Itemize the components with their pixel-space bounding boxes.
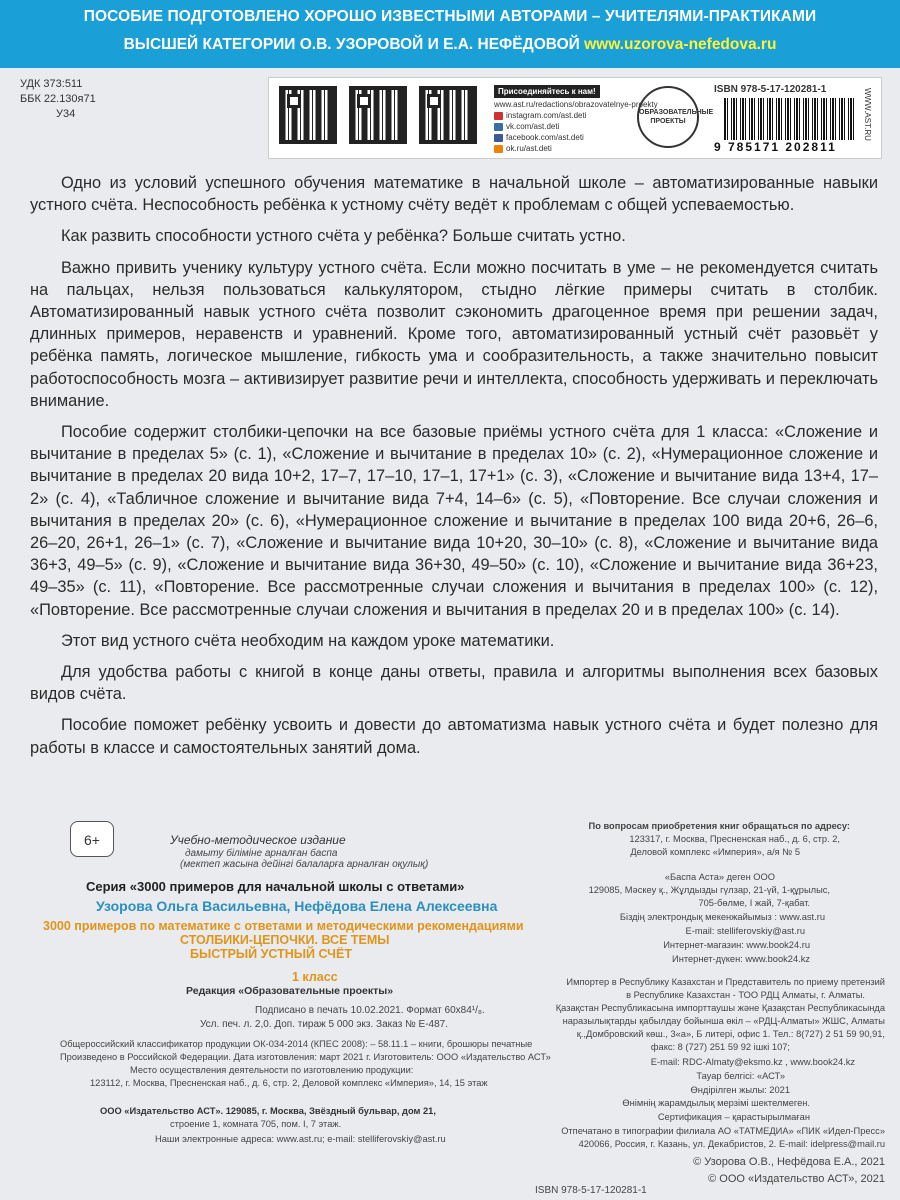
banner-website-link[interactable]: www.uzorova-nefedova.ru <box>584 36 777 53</box>
grade-label: 1 класс <box>292 970 338 984</box>
paragraph: Для удобства работы с книгой в конце даны ответы, правила и алгоритмы выполнения всех базовых видов счёта. <box>30 663 878 704</box>
banner-line-2-text: ВЫСШЕЙ КАТЕГОРИИ О.В. УЗОРОВОЙ И Е.А. НЕФЁДОВОЙ <box>123 36 585 53</box>
copyright-publisher: © ООО «Издательство АСТ», 2021 <box>708 1173 885 1185</box>
kz-publisher: 705-бөлме, I жай, 7-қабат. <box>698 898 810 908</box>
publisher-address: ООО «Издательство АСТ». 129085, г. Москва, Звёздный бульвар, дом 21, <box>100 1106 436 1116</box>
print-info: Подписано в печать 10.02.2021. Формат 60x84¹/₈. <box>255 1005 485 1016</box>
social-link-site[interactable]: www.ast.ru/redactions/obrazovatelnye-proekty <box>494 100 658 109</box>
classifier-line: Место осуществления деятельности по изготовлению продукции: <box>130 1065 414 1075</box>
paragraph: Одно из условий успешного обучения математике в начальной школе – автоматизированные навыки устного счёта. Неспособность ребёнка к устному счёту ведёт к проблемам с общей успеваемостью. <box>30 174 878 215</box>
kz-publisher: E-mail: stelliferovskiy@ast.ru <box>685 926 805 936</box>
importer-line: Тауар белгісі: «АСТ» <box>696 1071 785 1081</box>
printer-line: 420066, Россия, г. Казань, ул. Декабристов, 2. E-mail: idelpress@mail.ru <box>578 1139 885 1149</box>
social-link-vk[interactable]: vk.com/ast.deti <box>494 121 644 132</box>
paragraph: Этот вид устного счёта необходим на каждом уроке математики. <box>61 631 555 650</box>
importer-line: Импортер в Республику Казахстан и Представитель по приему претензий <box>566 977 885 987</box>
purchase-address: 123317, г. Москва, Пресненская наб., д. 6, стр. 2, <box>629 834 840 844</box>
isbn-top: ISBN 978-5-17-120281-1 <box>714 84 827 95</box>
top-banner <box>0 0 900 68</box>
info-strip <box>268 77 882 159</box>
importer-line: E-mail: RDC-Almaty@eksmo.kz , www.book24.kz <box>650 1057 855 1067</box>
importer-line: факс: 8 (727) 251 59 92 ішкі 107; <box>650 1042 790 1052</box>
series-title: Серия «3000 примеров для начальной школы с ответами» <box>86 879 465 894</box>
main-text <box>30 172 878 768</box>
kz-publisher: Біздің электрондық мекенжайымыз : www.ast.ru <box>619 912 825 922</box>
edition-type: Учебно-методическое издание <box>170 833 346 847</box>
udk-code: УДК 373:511 <box>20 78 83 90</box>
purchase-address: Деловой комплекс «Империя», а/я № 5 <box>630 847 800 857</box>
barcode-number: 9 785171 202811 <box>714 140 837 154</box>
importer-line: наразылықтарды қабылдау бойынша өкіл – «РДЦ-Алматы» ЖШС, Алматы <box>562 1016 885 1026</box>
barcode-icon <box>724 98 854 140</box>
redaction: Редакция «Образовательные проекты» <box>186 985 394 997</box>
classifier-line: Произведено в Российской Федерации. Дата изготовления: март 2021 г. Изготовитель: ООО «Издательство АСТ» <box>60 1052 551 1062</box>
paragraph: Пособие содержит столбики-цепочки на все базовые приёмы устного счёта для 1 класса: «Сложение и вычитание в пределах 5» (с. 1), «Сложение и вычитание в пределах 10» (с. 2), «Нумерационное сложение и вычитание в пределах 20 вида 10+2, 17–7, 17–10, 17–1, 17+1» (с. 3), «Сложение и вычитание вида 13+4, 17–2» (с. 4), «Табличное сложение и вычитание вида 7+4, 14–6» (с. 5), «Повторение. Все случаи сложения и вычитания в пределах 20» (с. 6), «Нумерационное сложение и вычитание в пределах 100 вида 20+6, 26–6, 26–20, 26+1, 26–1» (с. 7), «Сложение и вычитание вида 10+20, 30–10» (с. 8), «Сложение и вычитание вида 36+3, 49–5» (с. 9), «Сложение и вычитание вида 36+30, 49–50» (с. 10), «Сложение и вычитание вида 36+23, 49–35» (с. 11), «Повторение. Все рассмотренные случаи сложения и вычитания в пределах 100» (с. 12), «Повторение. Все рассмотренные случаи сложения и вычитания в пределах 20 и в пределах 100» (с. 14). <box>30 423 878 619</box>
publisher-address: строение 1, комната 705, пом. I, 7 этаж. <box>170 1119 342 1129</box>
age-rating-badge: 6+ <box>70 821 114 857</box>
paragraph: Важно привить ученику культуру устного счёта. Если можно посчитать в уме – не рекомендуется считать на пальцах, нельзя пользоваться калькулятором, стыдно лёгкие примеры считать в столбик. Автоматизированный навык устного счёта позволит сэкономить драгоценное время при решении задач, длинных примеров, неравенств и уравнений. Кроме того, автоматизированный устный счёт разовьёт у ребёнка память, логическое мышление, гибкость ума и сообразительность, а также значительно повысит работоспособность мозга – активизирует развитие речи и интеллекта, способность удерживать и переключать внимание. <box>30 258 878 410</box>
printer-line: Отпечатано в типографии филиала АО «ТАТМЕДИА» «ПИК «Идел-Пресс» <box>561 1126 885 1136</box>
social-link-instagram[interactable]: instagram.com/ast.deti <box>494 110 644 121</box>
imprint-block <box>40 813 885 1198</box>
importer-line: в Республике Казахстан - ТОО РДЦ Алматы, г. Алматы. <box>626 990 865 1000</box>
book-subtitle-1: СТОЛБИКИ-ЦЕПОЧКИ. ВСЕ ТЕМЫ <box>180 933 390 947</box>
social-link-ok[interactable]: ok.ru/ast.deti <box>494 143 644 154</box>
book-subtitle-2: БЫСТРЫЙ УСТНЫЙ СЧЁТ <box>190 947 352 961</box>
importer-line: қ.,Домбровский көш., 3«а», Б литері, офис 1. Тел.: 8(727) 2 51 59 90,91, <box>576 1029 885 1039</box>
social-link-facebook[interactable]: facebook.com/ast.deti <box>494 132 644 143</box>
importer-line: Өндірілген жылы: 2021 <box>690 1085 790 1095</box>
vertical-website: WWW.AST.RU <box>863 88 872 141</box>
edition-type-kz: дамыту біліміне арналған баспа <box>185 848 338 859</box>
classifier-line: Общероссийский классификатор продукции ОК-034-2014 (КПЕС 2008): – 58.11.1 – книги, брошюры печатные <box>60 1039 533 1049</box>
vk-icon <box>494 123 503 131</box>
bbk-code: ББК 22.130я71 <box>20 93 96 105</box>
authors: Узорова Ольга Васильевна, Нефёдова Елена Алексеевна <box>96 898 498 914</box>
ok-icon <box>494 145 503 153</box>
social-heading: Присоединяйтесь к нам! <box>494 85 600 98</box>
qr-code-icon[interactable] <box>349 86 407 144</box>
kz-publisher: Интернет-магазин: www.book24.ru <box>663 940 810 950</box>
instagram-icon <box>494 112 503 120</box>
qr-code-icon[interactable] <box>419 86 477 144</box>
kz-publisher: «Баспа Аста» деген ООО <box>664 872 775 882</box>
author-code: У34 <box>56 108 76 120</box>
purchase-heading: По вопросам приобретения книг обращаться по адресу: <box>588 821 850 831</box>
catalog-codes <box>20 77 96 122</box>
kz-publisher: Интернет-дүкен: www.book24.kz <box>672 954 810 964</box>
importer-line: Сертификация – қарастырылмаған <box>657 1112 810 1122</box>
publisher-emails: Наши электронные адреса: www.ast.ru; e-mail: stelliferovskiy@ast.ru <box>155 1134 446 1144</box>
book-title: 3000 примеров по математике с ответами и методическими рекомендациями <box>43 919 524 933</box>
facebook-icon <box>494 134 503 142</box>
classifier-line: 123112, г. Москва, Пресненская наб., д. 6, стр. 2, Деловой комплекс «Империя», 14, 15 этаж <box>90 1078 488 1088</box>
importer-line: Өнімнің жарамдылық мерзімі шектелмеген. <box>622 1098 810 1108</box>
qr-code-icon[interactable] <box>279 86 337 144</box>
banner-line-1: ПОСОБИЕ ПОДГОТОВЛЕНО ХОРОШО ИЗВЕСТНЫМИ АВТОРАМИ – УЧИТЕЛЯМИ-ПРАКТИКАМИ <box>83 8 817 25</box>
importer-line: Қазақстан Республикасына импорттаушы және Қазақстан Республикасында <box>555 1003 885 1013</box>
copyright-authors: © Узорова О.В., Нефёдова Е.А., 2021 <box>693 1156 885 1168</box>
publisher-logo: ОБРАЗОВАТЕЛЬНЫЕ ПРОЕКТЫ <box>637 86 699 148</box>
paragraph: Пособие поможет ребёнку усвоить и довести до автоматизма навык устного счёта и будет полезно для работы в классе и самостоятельных занятий дома. <box>30 716 878 757</box>
banner-line-2 <box>0 36 900 54</box>
social-links <box>494 85 658 154</box>
isbn-bottom: ISBN 978-5-17-120281-1 <box>535 1185 647 1196</box>
paragraph: Как развить способности устного счёта у ребёнка? Больше считать устно. <box>61 227 626 246</box>
edition-type-kz-note: (мектеп жасына дейінгі балаларға арналған оқулық) <box>180 859 429 870</box>
kz-publisher: 129085, Мәскеу қ., Жұлдызды гүлзар, 21-үй, 1-құрылыс, <box>588 885 830 895</box>
print-volume: Усл. печ. л. 2,0. Доп. тираж 5 000 экз. Заказ № Е-487. <box>200 1019 449 1030</box>
